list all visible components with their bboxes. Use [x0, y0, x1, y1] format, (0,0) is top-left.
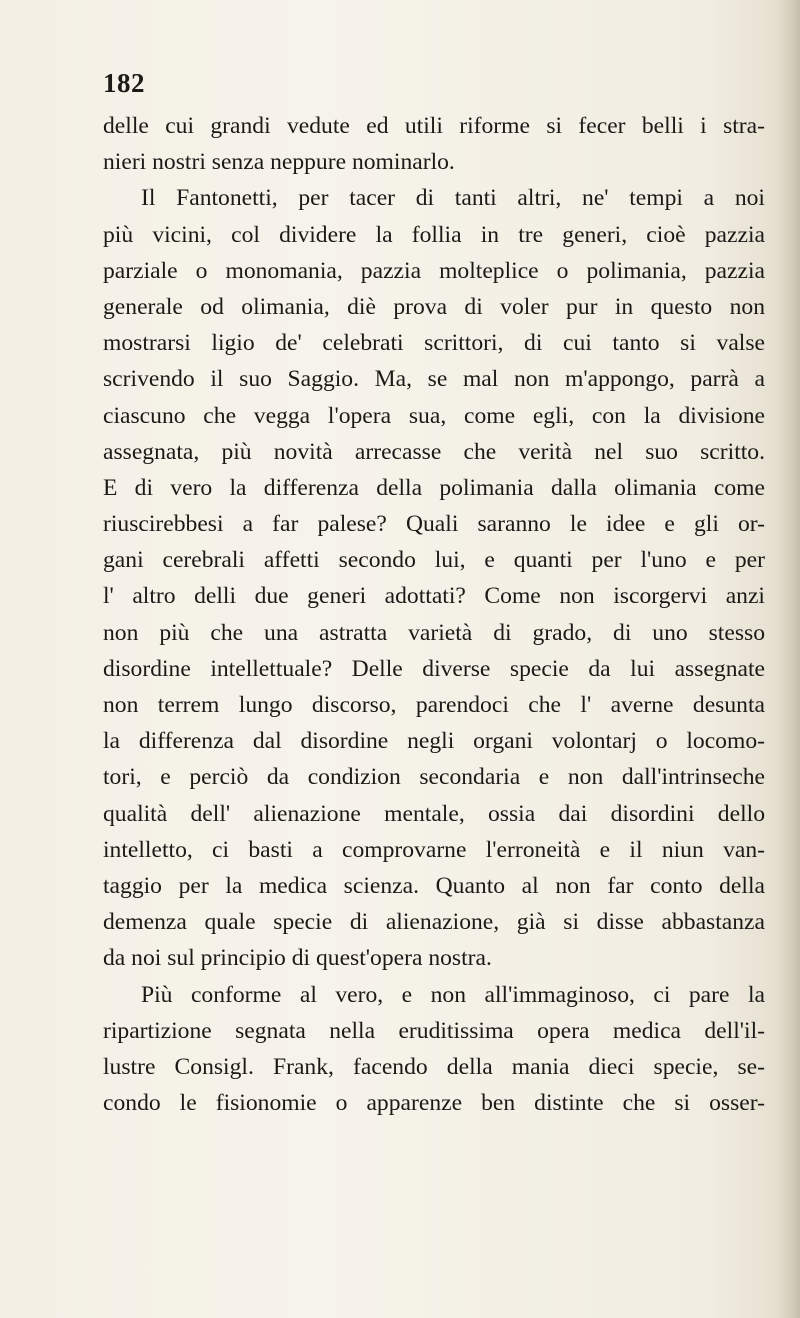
text-line: ripartizione segnata nella eruditissima opera medica dell'il-	[103, 1017, 765, 1044]
text-line: assegnata, più novità arrecasse che verità nel suo scritto.	[103, 438, 765, 465]
text-line: tori, e perciò da condizion secondaria e non dall'intrinseche	[103, 764, 765, 791]
text-line: non terrem lungo discorso, parendoci che l' averne desunta	[103, 692, 765, 718]
text-line: E di vero la differenza della polimania dalla olimania come	[103, 474, 765, 501]
text-line: demenza quale specie di alienazione, già si disse abbastanza	[103, 909, 765, 936]
text-line: la differenza dal disordine negli organi volontarj o locomo-	[103, 728, 765, 755]
text-line: gani cerebrali affetti secondo lui, e quanti per l'uno e per	[103, 547, 765, 574]
text-line: da noi sul principio di quest'opera nostra.	[103, 945, 492, 972]
text-line: parziale o monomania, pazzia molteplice o polimania, pazzia	[103, 257, 765, 284]
page-number: 182	[103, 68, 145, 98]
page-edge-shadow	[778, 0, 800, 1318]
text-line: mostrarsi ligio de' celebrati scrittori, di cui tanto si valse	[103, 330, 765, 357]
text-line: ciascuno che vegga l'opera sua, come egli, con la divisione	[103, 402, 765, 429]
text-line: generale od olimania, diè prova di voler pur in questo non	[103, 293, 765, 320]
text-line: intelletto, ci basti a comprovarne l'erroneità e il niun van-	[103, 836, 765, 863]
text-line: l' altro delli due generi adottati? Come non iscorgervi anzi	[103, 583, 765, 610]
text-line: lustre Consigl. Frank, facendo della mania dieci specie, se-	[103, 1053, 765, 1080]
text-line: disordine intellettuale? Delle diverse specie da lui assegnate	[103, 655, 765, 682]
text-line: taggio per la medica scienza. Quanto al non far conto della	[103, 872, 765, 899]
text-line: Più conforme al vero, e non all'immaginoso, ci pare la	[141, 981, 765, 1008]
text-line: nieri nostri senza neppure nominarlo.	[103, 149, 455, 176]
text-line: condo le fisionomie o apparenze ben distinte che si osser-	[103, 1090, 765, 1117]
text-line: delle cui grandi vedute ed utili riforme si fecer belli i stra-	[103, 113, 765, 139]
text-line: qualità dell' alienazione mentale, ossia dai disordini dello	[103, 800, 765, 827]
body-text	[103, 108, 765, 1121]
text-line: Il Fantonetti, per tacer di tanti altri, ne' tempi a noi	[141, 185, 765, 212]
text-line: riuscirebbesi a far palese? Quali saranno le idee e gli or-	[103, 511, 765, 538]
text-line: non più che una astratta varietà di grado, di uno stesso	[103, 619, 765, 646]
text-line: più vicini, col dividere la follia in tre generi, cioè pazzia	[103, 221, 765, 248]
text-line: scrivendo il suo Saggio. Ma, se mal non m'appongo, parrà a	[103, 366, 765, 393]
